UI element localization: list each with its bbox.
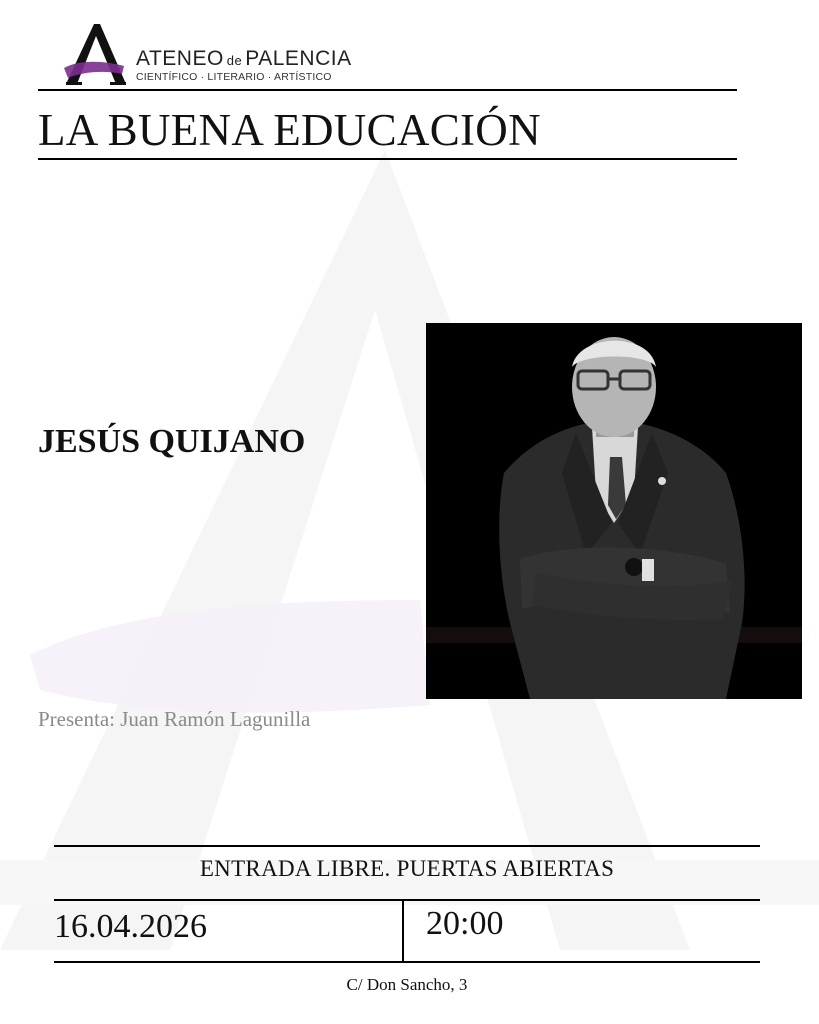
event-title: LA BUENA EDUCACIÓN: [38, 105, 541, 155]
logo-subtitle: CIENTÍFICO · LITERARIO · ARTÍSTICO: [136, 71, 332, 83]
footer-middle-rule: [54, 899, 760, 901]
logo-name: [136, 48, 352, 69]
date-time-divider: [402, 901, 404, 961]
speaker-name: JESÚS QUIJANO: [38, 423, 306, 460]
admission-info: ENTRADA LIBRE. PUERTAS ABIERTAS: [199, 856, 615, 881]
header-bottom-rule: [38, 158, 737, 160]
event-address: C/ Don Sancho, 3: [346, 975, 468, 994]
logo-name-part1: ATENEO: [136, 47, 224, 70]
logo-name-part2: de: [226, 53, 243, 68]
speaker-portrait-image: [426, 323, 802, 699]
header-top-rule: [38, 89, 737, 91]
ateneo-a-logo-icon: [60, 22, 130, 86]
footer-top-rule: [54, 845, 760, 847]
event-time: 20:00: [426, 905, 504, 942]
ateneo-logo: [60, 22, 380, 88]
presenter-text: Presenta: Juan Ramón Lagunilla: [38, 707, 311, 731]
speaker-photo: [426, 323, 802, 699]
logo-name-part3: PALENCIA: [245, 47, 352, 70]
event-date: 16.04.2026: [54, 908, 207, 945]
footer-bottom-rule: [54, 961, 760, 963]
